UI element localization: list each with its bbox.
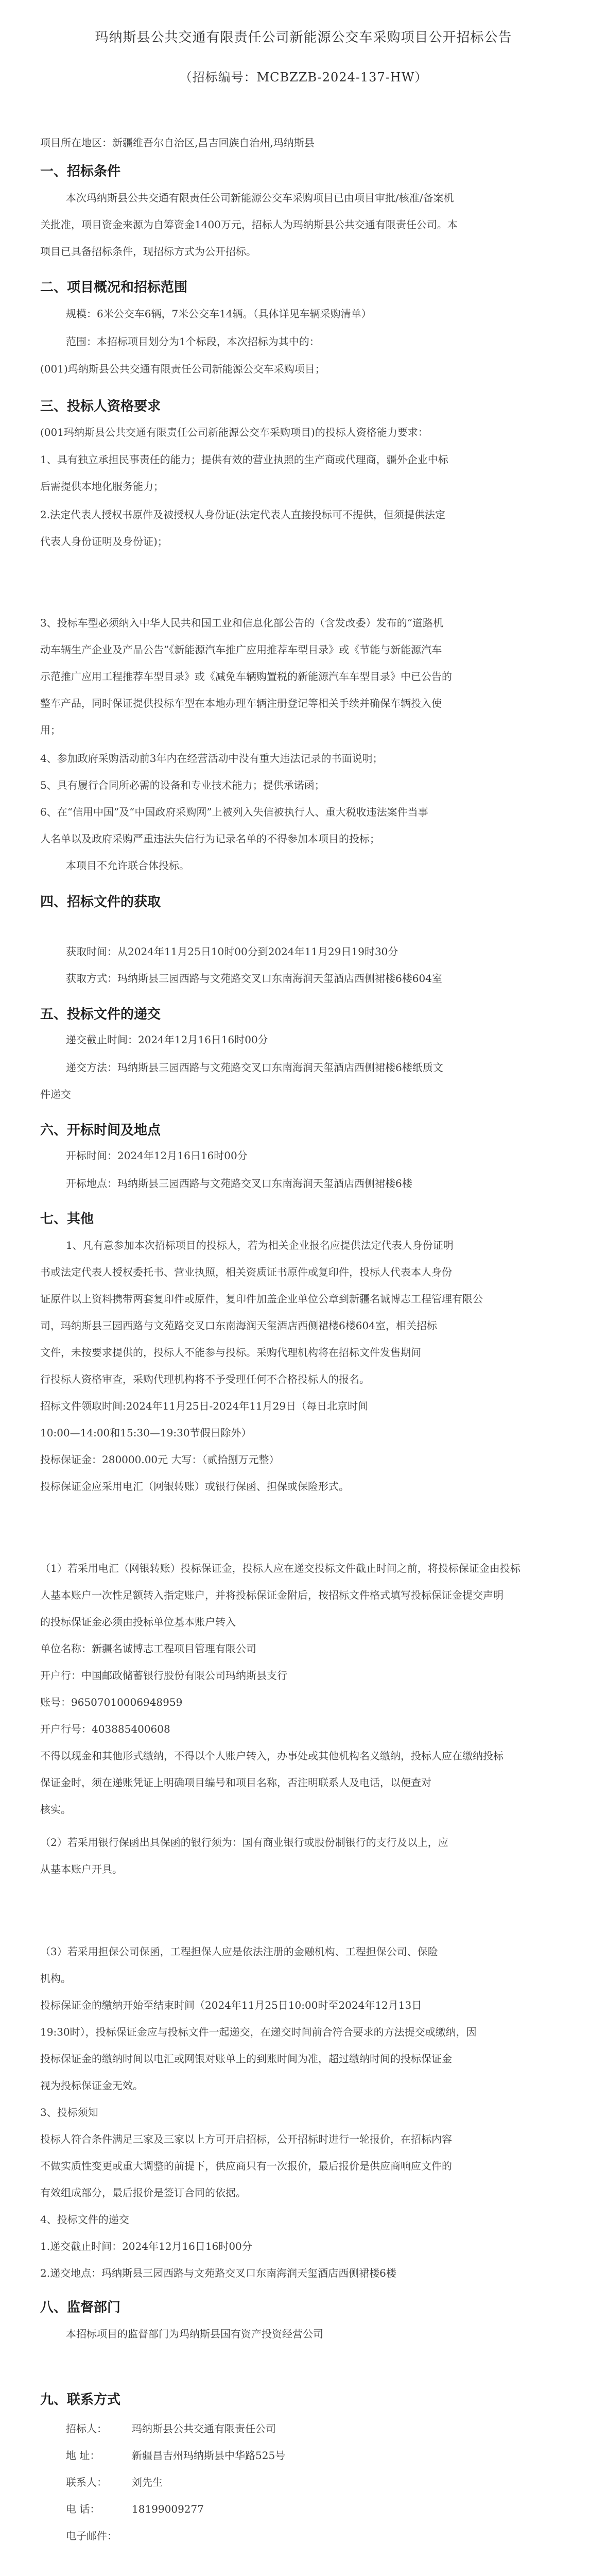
tenderer-unit-value: 玛纳斯县公共交通有限责任公司 — [132, 2422, 276, 2435]
tenderer-email-label: 电子邮件： — [66, 2530, 117, 2542]
bidding-notes-heading: 3、投标须知 — [40, 2106, 98, 2119]
s6-time: 开标时间：2024年12月16日16时00分 — [66, 1149, 248, 1162]
tenderer-phone-value: 18199009277 — [132, 2503, 204, 2515]
deposit-line-3: 的投标保证金必须由投标单位基本账户转入 — [40, 1616, 236, 1628]
tenderer-phone — [66, 2502, 204, 2516]
guarantee-line-3: 投标保证金的缴纳开始至结束时间（2024年11月25日10:00时至2024年12月13日 — [40, 1999, 422, 2011]
s7-line-2: 书或法定代表人授权委托书、营业执照，相关资质证书原件或复印件，投标人代表本人身份 — [40, 1266, 452, 1278]
submission-heading: 4、投标文件的递交 — [40, 2213, 129, 2226]
s1-line-3: 项目已具备招标条件，现招标方式为公开招标。 — [40, 245, 256, 258]
deposit-line-9: 保证金时，须在递账凭证上明确项目编号和项目名称，否注明联系人及电话，以便查对 — [40, 1776, 431, 1789]
section-heading-9: 九、联系方式 — [40, 2392, 121, 2408]
submission-deadline: 1.递交截止时间：2024年12月16日16时00分 — [40, 2240, 252, 2252]
s3-item-3e: 用； — [40, 724, 61, 736]
s3-no-consortium: 本项目不允许联合体投标。 — [66, 859, 189, 872]
deposit-account-number: 账号：965070100069489​59 — [40, 1696, 183, 1708]
s3-item-6b: 人名单以及政府采购严重违法失信行为记录名单的不得参加本项目的投标； — [40, 833, 380, 845]
s3-item-3b: 动车辆生产企业及产品公告”《新能源汽车推广应用推荐车型目录》或《节能与新能源汽车 — [40, 643, 442, 656]
deposit-bank: 开户行：中国邮政储蓄银行股份有限公司玛纳斯县支行 — [40, 1669, 287, 1682]
deposit-line-8: 不得以现金和其他形式缴纳，不得以个人账户转入，办事处或其他机构名义缴纳，投标人应在缴纳投标 — [40, 1750, 504, 1762]
s3-item-6a: 6、在“信用中国”及“中国政府采购网”上被列入失信被执行人、重大税收违法案件当事 — [40, 806, 428, 818]
tenderer-contact-value: 刘先生 — [132, 2476, 163, 2488]
s1-line-1: 本次玛纳斯县公共交通有限责任公司新能源公交车采购项目已由项目审批/核准/备案机 — [66, 192, 454, 204]
s2-line-2: 范围：本招标项目划分为1个标段，本次招标为其中的： — [66, 335, 320, 348]
s4-method: 获取方式：玛纳斯县三园西路与文苑路交叉口东南海润天玺酒店西侧裙楼6楼604室 — [66, 972, 442, 985]
tender-number: （招标编号：MCBZZB-2024-137-HW） — [179, 70, 428, 84]
deposit-line-11: （2）若采用银行保函出具保函的银行须为：国有商业银行或股份制银行的支行及以上，应 — [40, 1836, 448, 1849]
document-title: 玛纳斯县公共交通有限责任公司新能源公交车采购项目公开招标公告 — [95, 30, 512, 45]
s5-method-cont: 件递交 — [40, 1088, 71, 1100]
guarantee-line-2: 机构。 — [40, 1972, 71, 1985]
section-heading-6: 六、开标时间及地点 — [40, 1123, 161, 1138]
section-heading-3: 三、投标人资格要求 — [40, 399, 161, 414]
s7-line-3: 证原件以上资料携带两套复印件或原件，复印件加盖企业单位公章到新疆名诚博志工程管理有限公 — [40, 1293, 483, 1305]
s3-item-1b: 后需提供本地化服务能力； — [40, 480, 164, 493]
guarantee-line-4: 19:30时），投标保证金应与投标文件一起递交，在递交时间前合符合要求的方法提交或缴纳，因 — [40, 2026, 477, 2038]
deposit-line-12: 从基本账户开具。 — [40, 1863, 123, 1875]
s7-line-8: 10:00—14:00和15:30—19:30节假日除外） — [40, 1427, 252, 1439]
s3-item-4: 4、参加政府采购活动前3年内在经营活动中没有重大违法记录的书面说明； — [40, 752, 383, 765]
guarantee-line-1: （3）若采用担保公司保函，工程担保人应是依法注册的金融机构、工程担保公司、保险 — [40, 1945, 438, 1958]
s3-intro: (001玛纳斯县公共交通有限责任公司新能源公交车采购项目)的投标人资格能力要求： — [40, 426, 428, 438]
s7-deposit-amount: 投标保证金：280000.00元 大写：（贰拾捌万元整） — [40, 1453, 280, 1466]
s7-deposit-form: 投标保证金应采用电汇（网银转账）或银行保函、担保或保险形式。 — [40, 1480, 349, 1493]
deposit-line-10: 核实。 — [40, 1803, 71, 1816]
s3-item-2a: 2.法定代表人授权书原件及被授权人身份证(法定代表人直接投标可不提供，但须提供法定 — [40, 509, 445, 521]
tenderer-unit-label: 招标人： — [66, 2422, 107, 2435]
section-heading-2: 二、项目概况和招标范围 — [40, 280, 188, 295]
bidding-notes-line-1: 投标人符合条件满足三家及三家以上方可开启招标，公开招标时进行一轮报价，在招标内容 — [40, 2133, 452, 2145]
s3-item-2b: 代表人身份证明及身份证)； — [40, 535, 168, 548]
s7-line-5: 文件，未按要求提供的，投标人不能参与投标。采购代理机构将在招标文件发售期间 — [40, 1346, 421, 1359]
section-heading-4: 四、招标文件的获取 — [40, 894, 161, 910]
deposit-bank-code: 开户行号：403885400608 — [40, 1723, 170, 1735]
s7-line-1: 1、凡有意参加本次招标项目的投标人，若为相关企业报名应提供法定代表人身份证明 — [66, 1239, 454, 1251]
tenderer-phone-label: 电 话： — [66, 2503, 100, 2515]
deposit-line-2: 人基本账户一次性足额转入指定账户，并将投标保证金附后，按招标文件格式填写投标保证金提交声明 — [40, 1589, 504, 1601]
s7-line-4: 司，玛纳斯县三园西路与文苑路交叉口东南海润天玺酒店西侧裙楼6楼604室，相关招标 — [40, 1319, 437, 1332]
submission-place: 2.递交地点：玛纳斯县三园西路与文苑路交叉口东南海润天玺酒店西侧裙楼6楼 — [40, 2267, 396, 2279]
tenderer-contact-label: 联系人： — [66, 2476, 107, 2488]
deposit-line-1: （1）若采用电汇（网银转账）投标保证金，投标人应在递交投标文件截止时间之前，将投标保证金由投标 — [40, 1562, 521, 1574]
s1-line-2: 关批准，项目资金来源为自筹资金1400万元，招标人为玛纳斯县公共交通有限责任公司。本 — [40, 218, 458, 231]
s7-line-7: 招标文件领取时间:2024年11月25日-2024年11月29日（每日北京时间 — [40, 1400, 369, 1412]
section-heading-1: 一、招标条件 — [40, 164, 121, 179]
s2-line-1: 规模：6米公交车6辆，7米公交车14辆。（具体详见车辆采购清单） — [66, 308, 372, 320]
s3-item-5: 5、具有履行合同所必需的设备和专业技术能力；提供承诺函； — [40, 779, 325, 791]
tenderer-address — [66, 2448, 285, 2463]
s4-time: 获取时间：从2024年11月25日10时00分到2024年11月29日19时30分 — [66, 945, 398, 958]
s5-method: 递交方法：玛纳斯县三园西路与文苑路交叉口东南海润天玺酒店西侧裙楼6楼纸质文 — [66, 1061, 443, 1074]
s3-item-1a: 1、具有独立承担民事责任的能力；提供有效的营业执照的生产商或代理商，疆外企业中标 — [40, 453, 448, 466]
s2-line-3: (001)玛纳斯县公共交通有限责任公司新能源公交车采购项目； — [40, 363, 325, 375]
s7-line-6: 行投标人资格审查，采购代理机构将不予受理任何不合格投标人的报名。 — [40, 1373, 370, 1385]
guarantee-line-5: 投标保证金的缴纳时间以电汇或网银对账单上的到账时间为准，超过缴纳时间的投标保证金 — [40, 2053, 452, 2065]
s3-item-3c: 示范推广应用工程推荐车型目录》或《减免车辆购置税的新能源汽车车型目录》中已公告的 — [40, 670, 452, 683]
bidding-notes-line-3: 有效组成部分，最后报价是签订合同的依据。 — [40, 2187, 246, 2199]
tenderer-email — [66, 2529, 132, 2543]
s3-item-3a: 3、投标车型必须纳入中华人民共和国工业和信息化部公告的（含发改委）发布的“道路机 — [40, 617, 443, 629]
deposit-account-name: 单位名称：新疆名诚博志工程项目管理有限公司 — [40, 1642, 256, 1655]
project-location: 项目所在地区：新疆维吾尔自治区,昌吉回族自治州,玛纳斯县 — [40, 137, 315, 149]
bidding-notes-line-2: 不做实质性变更或重大调整的前提下，供应商只有一次报价，最后报价是供应商响应文件的 — [40, 2160, 452, 2172]
tenderer-contact — [66, 2475, 163, 2489]
tenderer-address-label: 地 址： — [66, 2449, 100, 2462]
section-heading-5: 五、投标文件的递交 — [40, 1007, 161, 1022]
tenderer-address-value: 新疆昌吉州玛纳斯县中华路525号 — [132, 2449, 286, 2462]
s3-item-3d: 整车产品，同时保证提供投标车型在本地办理车辆注册登记等相关手续并确保车辆投入使 — [40, 697, 442, 709]
s6-place: 开标地点：玛纳斯县三园西路与文苑路交叉口东南海润天玺酒店西侧裙楼6楼 — [66, 1177, 412, 1190]
s5-deadline: 递交截止时间：2024年12月16日16时00分 — [66, 1033, 268, 1046]
guarantee-line-6: 视为投标保证金无效。 — [40, 2079, 143, 2092]
section-heading-8: 八、监督部门 — [40, 2300, 121, 2315]
supervision-text: 本招标项目的监督部门为玛纳斯县国有资产投资经营公司 — [66, 2328, 323, 2340]
section-heading-7: 七、其他 — [40, 1211, 94, 1227]
tenderer-unit — [66, 2421, 276, 2436]
